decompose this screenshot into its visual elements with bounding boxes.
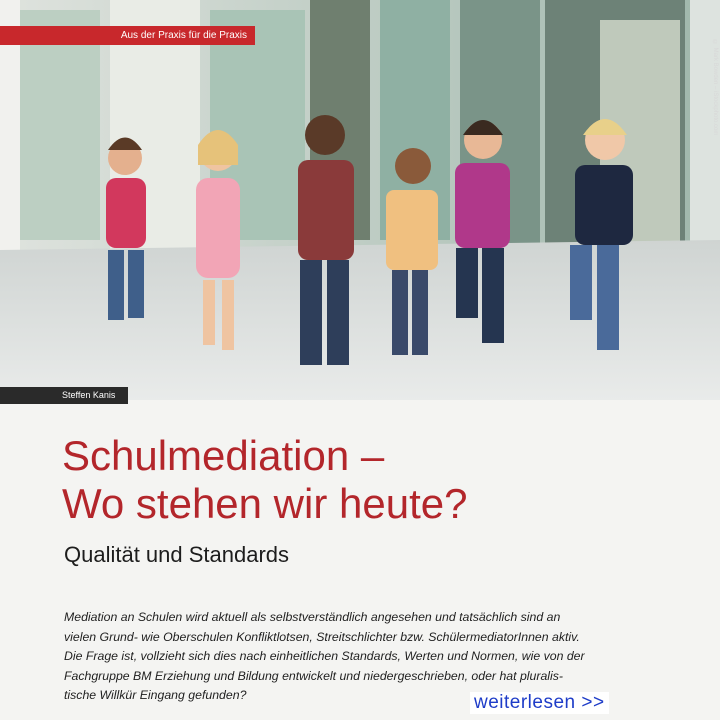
- title-line-2: Wo stehen wir heute?: [62, 480, 468, 527]
- section-label: Aus der Praxis für die Praxis: [0, 26, 255, 45]
- abstract-line: vielen Grund- wie Oberschulen Konfliktlotsen, Streitschlichter bzw. SchülermediatorInnen aktiv.: [64, 629, 580, 644]
- abstract-line: tische Willkür Eingang gefunden?: [64, 688, 247, 702]
- abstract-line: Die Frage ist, vollzieht sich dies nach einheitlichen Standards, Werten und Normen, wie von der: [64, 649, 585, 663]
- title-line-1: Schulmediation –: [62, 432, 385, 479]
- article-abstract: [64, 608, 674, 706]
- abstract-line: Fachgruppe BM Erziehung und Bildung entwickelt und niedergeschrieben, oder hat pluralis-: [64, 668, 564, 683]
- read-more-link[interactable]: weiterlesen >>: [470, 692, 609, 714]
- article-title: [62, 432, 702, 528]
- photo-credit: © Mark Bowden – iStockphoto.com: [712, 40, 718, 136]
- author-label: Steffen Kanis: [0, 387, 128, 404]
- article-subtitle: Qualität und Standards: [64, 542, 290, 567]
- abstract-line: Mediation an Schulen wird aktuell als selbstverständlich angesehen und tatsächlich sind an: [64, 610, 561, 624]
